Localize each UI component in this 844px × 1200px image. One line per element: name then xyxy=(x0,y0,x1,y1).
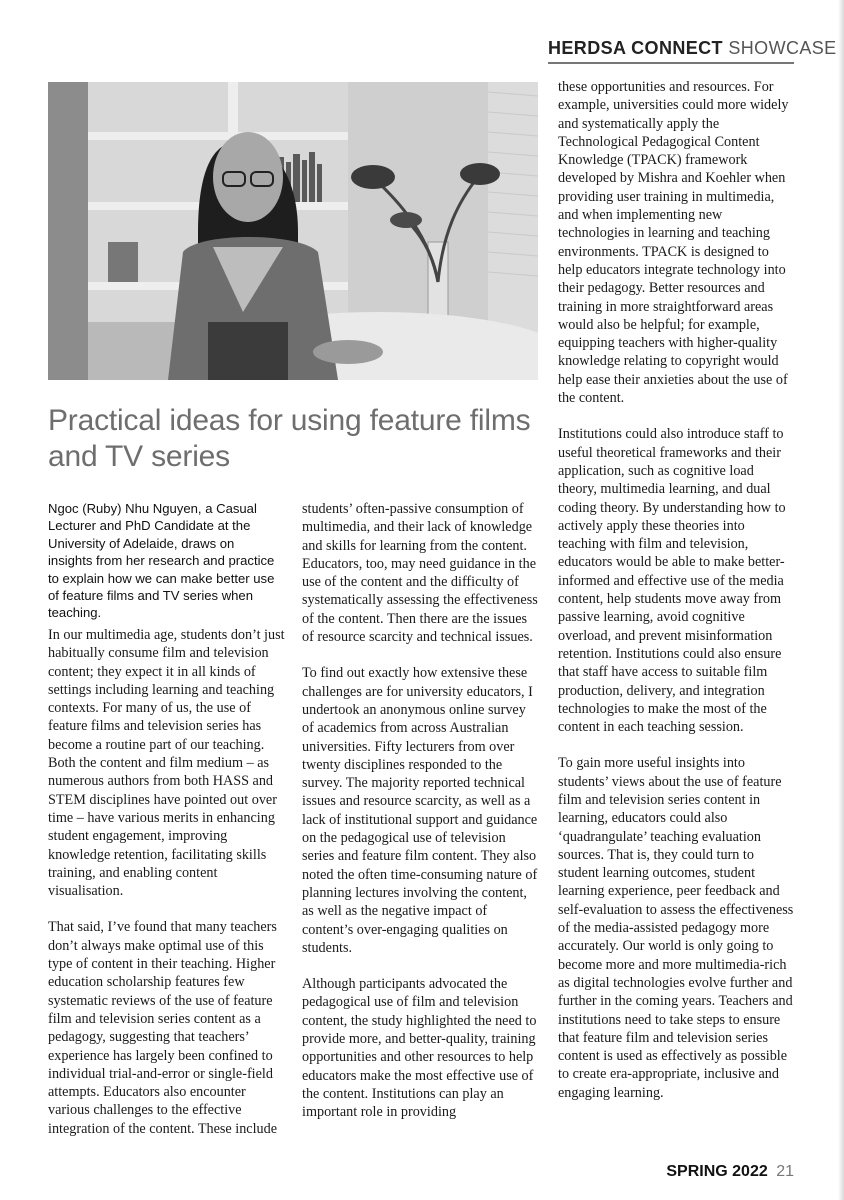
paragraph: these opportunities and resources. For example, universities could more widely and systematically apply the Technological Pedagogical Content Knowledge (TPACK) framework developed by Mishra and Koehler when providing user training in multimedia, and when implementing new technologies in learning and teaching environments. TPACK is designed to help educators integrate technology into their pedagogy. Better resources and training in more straightforward areas would also be helpful; for example, equipping teachers with higher-quality knowledge relating to copyright would help ease their anxieties about the use of the content. xyxy=(558,79,789,407)
page-number: 21 xyxy=(776,1163,794,1180)
paragraph: That said, I’ve found that many teachers don’t always make optimal use of this type of content in their teaching. Higher education scholarship features few systematic reviews of the use of feature film and television series content as a pedagogy, suggesting that teachers’ experience has largely been confined to individual trial-and-error or single-field attempts. Educators also encounter various challenges to the effective integration of the content. These include xyxy=(48,919,278,1137)
paragraph: In our multimedia age, students don’t just habitually consume film and television content; they expect it in all kinds of settings including learning and teaching contexts. For many of us, the use of feature films and television series has become a routine part of our teaching. Both the content and film medium – as numerous authors from both HASS and STEM disciplines have pointed out over time – have various merits in enhancing student engagement, improving knowledge retention, facilitating skills training, and enabling content visualisation. xyxy=(48,627,285,900)
paragraph: Institutions could also introduce staff to useful theoretical frameworks and their application, such as cognitive load theory, multimedia learning, and dual coding theory. By understanding how to actively apply these theories into teaching with film and television, educators would be able to make better-informed and effective use of the media content, help students move away from passive learning, avoid cognitive overload, and prevent misinformation retention. Institutions could also ensure that staff have access to suitable film production, delivery, and integration technologies to make the most of the content in each teaching session. xyxy=(558,426,786,736)
author-photo xyxy=(48,82,538,380)
header-section: SHOWCASE xyxy=(728,38,837,58)
magazine-header xyxy=(548,38,837,59)
page-footer xyxy=(600,1163,794,1181)
column-2 xyxy=(302,500,540,1140)
article-title: Practical ideas for using feature films and TV series xyxy=(48,404,531,473)
issue-season: SPRING 2022 xyxy=(666,1163,768,1180)
header-brand: HERDSA CONNECT xyxy=(548,38,723,58)
paragraph: students’ often-passive consumption of multimedia, and their lack of knowledge and skills for learning from the content. Educators, too, may need guidance in the use of the content and the difficulty of systematically assessing the effectiveness of the content. Then there are the issues of resource scarcity and technical issues. xyxy=(302,501,538,646)
author-photo-image xyxy=(48,82,538,380)
article-intro: Ngoc (Ruby) Nhu Nguyen, a Casual Lecturer and PhD Candidate at the University of Adelaide, draws on insights from her research and practice to explain how we can make better use of feature films and TV series when teaching. xyxy=(48,501,275,621)
column-1 xyxy=(48,626,286,1156)
paragraph: To find out exactly how extensive these challenges are for university educators, I undertook an anonymous online survey of academics from across Australian universities. Fifty lecturers from over twenty disciplines responded to the survey. The majority reported technical issues and resource scarcity, as well as a lack of institutional support and guidance on the pedagogical use of television series and feature film content. They also noted the often time-consuming nature of planning lectures involving the content, as well as the negative impact of content’s over-engaging qualities on students. xyxy=(302,665,538,956)
paragraph: Although participants advocated the pedagogical use of film and television content, the study highlighted the need to provide more, and better-quality, training opportunities and other resources to help educators make the most effective use of the content. Institutions can play an important role in providing xyxy=(302,976,537,1121)
column-3 xyxy=(558,78,796,1120)
paragraph: To gain more useful insights into students’ views about the use of feature film and television series content in learning, educators could also ‘quadrangulate’ teaching evaluation sources. That is, they could turn to student learning outcomes, student learning experience, peer feedback and self-evaluation to assess the effectiveness of the media-assisted pedagogy more accurately. Our world is only going to become more and more multimedia-rich as digital technologies evolve further and further in the coming years. Teachers and institutions need to take steps to ensure that feature film and television series content is used as effectively as possible to create era-appropriate, inclusive and engaging learning. xyxy=(558,755,794,1101)
page-edge xyxy=(838,0,844,1200)
header-rule xyxy=(548,62,794,64)
